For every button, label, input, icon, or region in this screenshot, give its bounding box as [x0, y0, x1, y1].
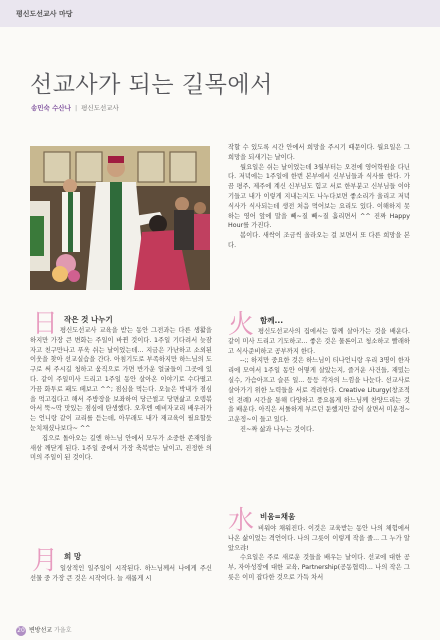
magazine-name: 변방선교: [29, 627, 53, 634]
section-label: 평신도선교사 마당: [16, 10, 73, 18]
paragraph: 평신도선교사의 집에서는 함께 살아가는 것을 배운다. 같이 미사 드리고 기도하고... 좋은 것은 물론이고 청소하고 빨래하고 식사준비하고 공부까지 한다.: [228, 328, 410, 355]
section-glyph-fire: 火: [228, 310, 255, 340]
section-title: 희 망: [64, 552, 82, 561]
page-footer: [16, 625, 72, 636]
paragraph: 봄이다. 새싹이 조금씩 올라오는 걸 보면서 또 다른 희망을 본다.: [228, 232, 410, 249]
paragraph: 진~짜 삶과 나누는 것이다.: [240, 425, 315, 433]
article-title: 선교사가 되는 길목에서: [30, 72, 273, 98]
paragraph: 비워야 채워진다. 이것은 교육받는 동안 나의 체험에서 나온 삶이었는 격언이다. 나의 그릇이 이렇게 작을 줄... 그 누가 알았으랴!: [228, 525, 410, 552]
byline: [31, 103, 119, 112]
author-name: 송민숙 수산나: [31, 104, 71, 112]
right-column-top: [228, 143, 410, 251]
section-glyph-sun: 日: [32, 309, 59, 339]
author-role: 평신도선교사: [81, 104, 119, 112]
section-body: [228, 524, 410, 583]
paragraph: 집으로 돌아오는 길엔 하느님 안에서 모두가 소중한 존재임을 새삼 깨닫게 된다. 1주일 중에서 가장 축복받는 날이고, 진정한 의미의 주일이 된 것이다.: [30, 434, 212, 462]
section-title: 비움=채움: [260, 512, 296, 521]
paragraph: 일상적인 일주일이 시작된다. 하느님께서 나에게 주신 선물 중 가장 큰 것은 시작이다. 늘 새롭게 시: [30, 565, 212, 582]
section-body: [30, 564, 212, 584]
paragraph: --;; 하지만 중요한 것은 하느님이 티나언니랑 우리 3명이 한자리에 모여서 1주일 동안 어떻게 살았는지, 즐거운 사건들, 재밌는 실수, 가슴아프고 슬픈 일... 등등 각자의 느낌을 나눈다. 선교사로 살아가기 위한 노력들을 서로 격려한다. Creative Liturgy(창조적인 전례) 시간을 통해 다양하고 풍요롭게 하느님께 찬양드리는 것을 배운다. 아직은 서툴하게 부르던 둔했지만 같이 살면서 미운정~ 고운정~이 들고 있다.: [228, 357, 410, 424]
section-body: [228, 327, 410, 435]
paragraph: 작할 수 있도록 시간 안에서 희망을 주시기 때문이다. 월요일은 그 희망을 되새기는 날이다.: [228, 144, 410, 161]
section-title: 작은 것 나누기: [64, 315, 113, 324]
section-glyph-water: 水: [228, 506, 255, 536]
issue-name: 가을호: [54, 627, 72, 634]
section-body: [30, 326, 212, 463]
article-photo: [30, 146, 210, 290]
byline-separator: |: [74, 104, 78, 112]
section-title: 함께...: [260, 316, 284, 325]
paragraph: 수요일은 주로 새로운 것들을 배우는 날이다. 선교에 대한 공부, 자아성장에 대한 교육, Partnership(공동협력)... 나의 작은 그릇은 이미 잡다한 것으로 가득 차서: [228, 554, 410, 581]
paragraph: 월요일은 쉬는 날이었는데 3월부터는 오전에 영어학원을 다닌다. 저녁에는 1주일에 한번 본부에서 신부님들과 식사를 한다. 가끔 평주, 제주에 계신 신부님도 힘고 서로 한부분고 신부님들 이야기들고 내가 이렇게 지내는지도 나누다보면 좋소리가 울리고 저녁식사가 식사되는데 생전 처음 먹어보는 요리도 있다. 이해하지 못하는 영어 앞에 말을 빼~질 빼~질 흘리면서 ^^ 진짜 Happy Hour를 가진다.: [228, 163, 410, 230]
paragraph: 평신도선교사 교육을 받는 동안 그전과는 다른 생활을 하지만 가장 큰 변화는 주일이 바뀐 것이다. 1주일 기다려서 늦잠자고 친구만나고 푸욱 쉬는 날이었는데... 지금은 가난하고 소외된 이웃을 찾아 선교실습을 간다. 아침기도로 부족하지만 하느님의 도구로 써 주시길 청하고 움직으로 가면 반가운 얼굴들이 그곳에 있다. 같이 주일미사 드리고 1주일 동안 살아온 이야기로 수다떨고 가끔 화투로 패도 떼보고 ^^; 점심을 먹는다. 오늘은 박내가 점심을 먹고집다고 해서 주방장을 보좌하여 당근썰고 당면삶고 오뎅볶아서 뚝~딱 맛있는 점심에 탄생했다. 오후엔 예비자교리 배우러가는 언니랑 같이 교리를 듣는데, 아무래도 내가 재교육이 필요할듯 눈치채셨나보다~ ^^: [30, 327, 212, 432]
section-glyph-moon: 月: [32, 546, 59, 576]
page-number: 20: [17, 627, 25, 634]
